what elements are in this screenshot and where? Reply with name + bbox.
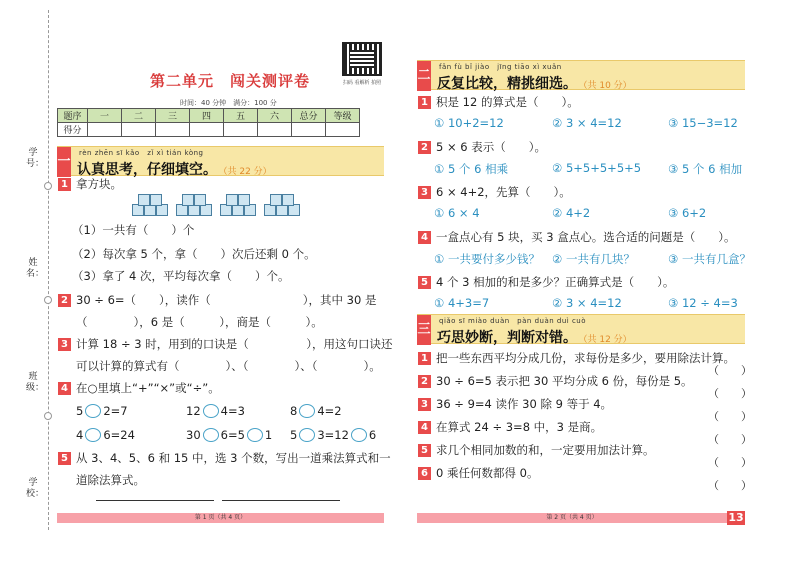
answer-line[interactable]	[96, 500, 214, 501]
section-badge: 三	[417, 315, 431, 345]
page-number: 13	[728, 511, 744, 524]
tf-statement	[418, 442, 655, 458]
operator-item: 12 4=3	[186, 404, 245, 418]
page-footer-left: 第 1 页（共 4 页）	[57, 513, 384, 523]
question-number: 4	[418, 421, 431, 434]
operator-item: 8 4=2	[290, 404, 342, 418]
section-title: 反复比较，精挑细选。 （共 10 分）	[437, 76, 632, 92]
score-cell[interactable]	[326, 123, 360, 137]
question-5-line-2: 道除法算式。	[76, 473, 145, 487]
section-2-header	[417, 60, 745, 90]
mc-option[interactable]: ③ 15−3=12	[668, 116, 738, 130]
operator-item: 5 3=12 6	[290, 428, 377, 442]
question-text: 4 个 3 相加的和是多少？正确算式是（ ）。	[436, 275, 675, 289]
mc-option[interactable]: ① 5 个 6 相乘	[434, 162, 509, 176]
question-text: 30 ÷ 6=（ ），读作（ ），其中 30 是	[76, 293, 377, 307]
section-pinyin: fǎn fù bǐ jiào jīng tiāo xì xuǎn	[439, 63, 562, 71]
mc-option[interactable]: ② 3 × 4=12	[552, 116, 622, 130]
mc-question	[418, 139, 546, 155]
section-pinyin: qiǎo sī miào duàn pàn duàn duì cuò	[439, 317, 587, 325]
score-header-cell: 总分	[292, 109, 326, 123]
score-header-cell: 等级	[326, 109, 360, 123]
operator-item: 4 6=24	[76, 428, 135, 442]
tf-statement	[418, 419, 602, 435]
mc-option[interactable]: ③ 一共有几盒？	[668, 252, 751, 266]
question-number: 3	[58, 338, 71, 351]
section-title: 巧思妙断，判断对错。 （共 12 分）	[437, 330, 632, 346]
operator-circle[interactable]	[351, 428, 367, 442]
statement-text: 30 ÷ 6=5 表示把 30 平均分成 6 份，每份是 5。	[436, 374, 693, 388]
question-number: 4	[418, 231, 431, 244]
question-text: 在○里填上“+”“×”或“÷”。	[76, 381, 220, 395]
tf-statement	[418, 350, 735, 366]
question-text: 6 × 4+2，先算（ ）。	[436, 185, 571, 199]
section-score: （共 22 分）	[223, 167, 272, 177]
mc-option[interactable]: ② 3 × 4=12	[552, 296, 622, 310]
question-number: 5	[418, 276, 431, 289]
statement-text: 0 乘任何数都得 0。	[436, 466, 539, 480]
question-number: 1	[418, 352, 431, 365]
binding-hole	[44, 182, 52, 190]
mc-question	[418, 94, 579, 110]
statement-text: 36 ÷ 9=4 读作 30 除 9 等于 4。	[436, 397, 613, 411]
operator-circle[interactable]	[85, 428, 101, 442]
score-cell[interactable]	[88, 123, 122, 137]
score-header-cell: 四	[190, 109, 224, 123]
mc-option[interactable]: ② 4+2	[552, 206, 591, 220]
name-label: 姓名：	[26, 258, 45, 279]
section-1-header	[57, 146, 384, 176]
question-3	[58, 336, 392, 352]
mc-option[interactable]: ① 6 × 4	[434, 206, 480, 220]
question-2	[58, 292, 376, 308]
class-label: 班级：	[26, 372, 45, 393]
mc-option[interactable]: ① 10+2=12	[434, 116, 504, 130]
answer-parentheses[interactable]: （ ）	[708, 364, 752, 377]
question-1-part-2: （2）每次拿 5 个，拿（ ）次后还剩 0 个。	[72, 247, 316, 261]
operator-circle[interactable]	[299, 428, 315, 442]
student-id-label: 学号：	[26, 148, 45, 169]
score-header-cell: 一	[88, 109, 122, 123]
statement-text: 求几个相同加数的和，一定要用加法计算。	[436, 443, 655, 457]
question-4	[58, 380, 220, 396]
section-score: （共 10 分）	[583, 81, 632, 91]
question-number: 5	[418, 444, 431, 457]
page-title: 第二单元 闯关测评卷	[149, 72, 310, 90]
score-cell[interactable]	[190, 123, 224, 137]
binding-line	[48, 10, 49, 530]
mc-question	[418, 184, 571, 200]
question-number: 6	[418, 467, 431, 480]
operator-circle[interactable]	[203, 404, 219, 418]
question-number: 5	[58, 452, 71, 465]
score-row-label: 得分	[58, 123, 88, 137]
mc-question	[418, 274, 674, 290]
score-cell[interactable]	[258, 123, 292, 137]
answer-line[interactable]	[222, 500, 340, 501]
section-badge: 一	[57, 147, 71, 177]
score-header-cell: 二	[122, 109, 156, 123]
section-pinyin: rèn zhēn sī kǎo zǐ xì tián kòng	[79, 149, 204, 157]
mc-option[interactable]: ① 一共要付多少钱？	[434, 252, 540, 266]
mc-question	[418, 229, 736, 245]
binding-hole	[44, 412, 52, 420]
score-header-cell: 题序	[58, 109, 88, 123]
question-text: 积是 12 的算式是（ ）。	[436, 95, 579, 109]
question-number: 2	[58, 294, 71, 307]
score-header-cell: 五	[224, 109, 258, 123]
score-header-cell: 三	[156, 109, 190, 123]
answer-parentheses[interactable]: （ ）	[708, 410, 752, 423]
question-number: 1	[58, 178, 71, 191]
question-number: 4	[58, 382, 71, 395]
school-label: 学校：	[26, 478, 45, 499]
binding-hole	[44, 296, 52, 304]
answer-parentheses[interactable]: （ ）	[708, 456, 752, 469]
question-1	[58, 176, 122, 192]
score-cell[interactable]	[224, 123, 258, 137]
operator-item: 5 2=7	[76, 404, 128, 418]
question-number: 3	[418, 398, 431, 411]
answer-parentheses[interactable]: （ ）	[708, 387, 752, 400]
score-cell[interactable]	[156, 123, 190, 137]
mc-option[interactable]: ② 5+5+5+5+5	[552, 161, 642, 175]
operator-item: 30 6=5 1	[186, 428, 273, 442]
score-cell[interactable]	[122, 123, 156, 137]
score-cell[interactable]	[292, 123, 326, 137]
mc-option[interactable]: ③ 5 个 6 相加	[668, 162, 743, 176]
operator-circle[interactable]	[85, 404, 101, 418]
mc-option[interactable]: ① 4+3=7	[434, 296, 490, 310]
section-title: 认真思考，仔细填空。 （共 22 分）	[77, 162, 272, 178]
page-footer-right: 第 2 页（共 4 页）	[417, 513, 727, 523]
question-text: 从 3、4、5、6 和 15 中，选 3 个数，写出一道乘法算式和一	[76, 451, 391, 465]
score-table	[57, 108, 360, 137]
question-2-line-2: （ ），6 是（ ），商是（ ）。	[76, 315, 323, 329]
question-5	[58, 450, 391, 466]
question-3-line-2: 可以计算的算式有（ ）、（ ）、（ ）。	[76, 359, 381, 373]
tf-statement	[418, 465, 538, 481]
operator-circle[interactable]	[247, 428, 263, 442]
qr-code-icon[interactable]	[342, 42, 382, 76]
tf-statement	[418, 396, 612, 412]
question-1-part-3: （3）拿了 4 次，平均每次拿（ ）个。	[72, 269, 290, 283]
question-number: 2	[418, 141, 431, 154]
answer-parentheses[interactable]: （ ）	[708, 433, 752, 446]
tf-statement	[418, 373, 693, 389]
question-text: 计算 18 ÷ 3 时，用到的口诀是（ ），用这句口诀还	[76, 337, 393, 351]
statement-text: 在算式 24 ÷ 3=8 中，3 是商。	[436, 420, 603, 434]
question-number: 2	[418, 375, 431, 388]
qr-caption: 扫码 看解析 拍照	[342, 80, 382, 86]
mc-option[interactable]: ② 一共有几块？	[552, 252, 635, 266]
question-text: 拿方块。	[76, 177, 122, 191]
mc-option[interactable]: ③ 6+2	[668, 206, 707, 220]
mc-option[interactable]: ③ 12 ÷ 4=3	[668, 296, 738, 310]
question-1-part-1: （1）一共有（ ）个	[72, 223, 195, 237]
statement-text: 把一些东西平均分成几份，求每份是多少，要用除法计算。	[436, 351, 735, 365]
section-badge: 二	[417, 61, 431, 91]
score-header-cell: 六	[258, 109, 292, 123]
section-score: （共 12 分）	[583, 335, 632, 345]
time-score-info: 时间：40 分钟 满分：100 分	[180, 99, 277, 107]
question-number: 3	[418, 186, 431, 199]
question-text: 一盒点心有 5 块，买 3 盒点心。选合适的问题是（ ）。	[436, 230, 736, 244]
question-number: 1	[418, 96, 431, 109]
answer-parentheses[interactable]: （ ）	[708, 479, 752, 492]
operator-circle[interactable]	[299, 404, 315, 418]
section-3-header	[417, 314, 745, 344]
operator-circle[interactable]	[203, 428, 219, 442]
question-text: 5 × 6 表示（ ）。	[436, 140, 546, 154]
